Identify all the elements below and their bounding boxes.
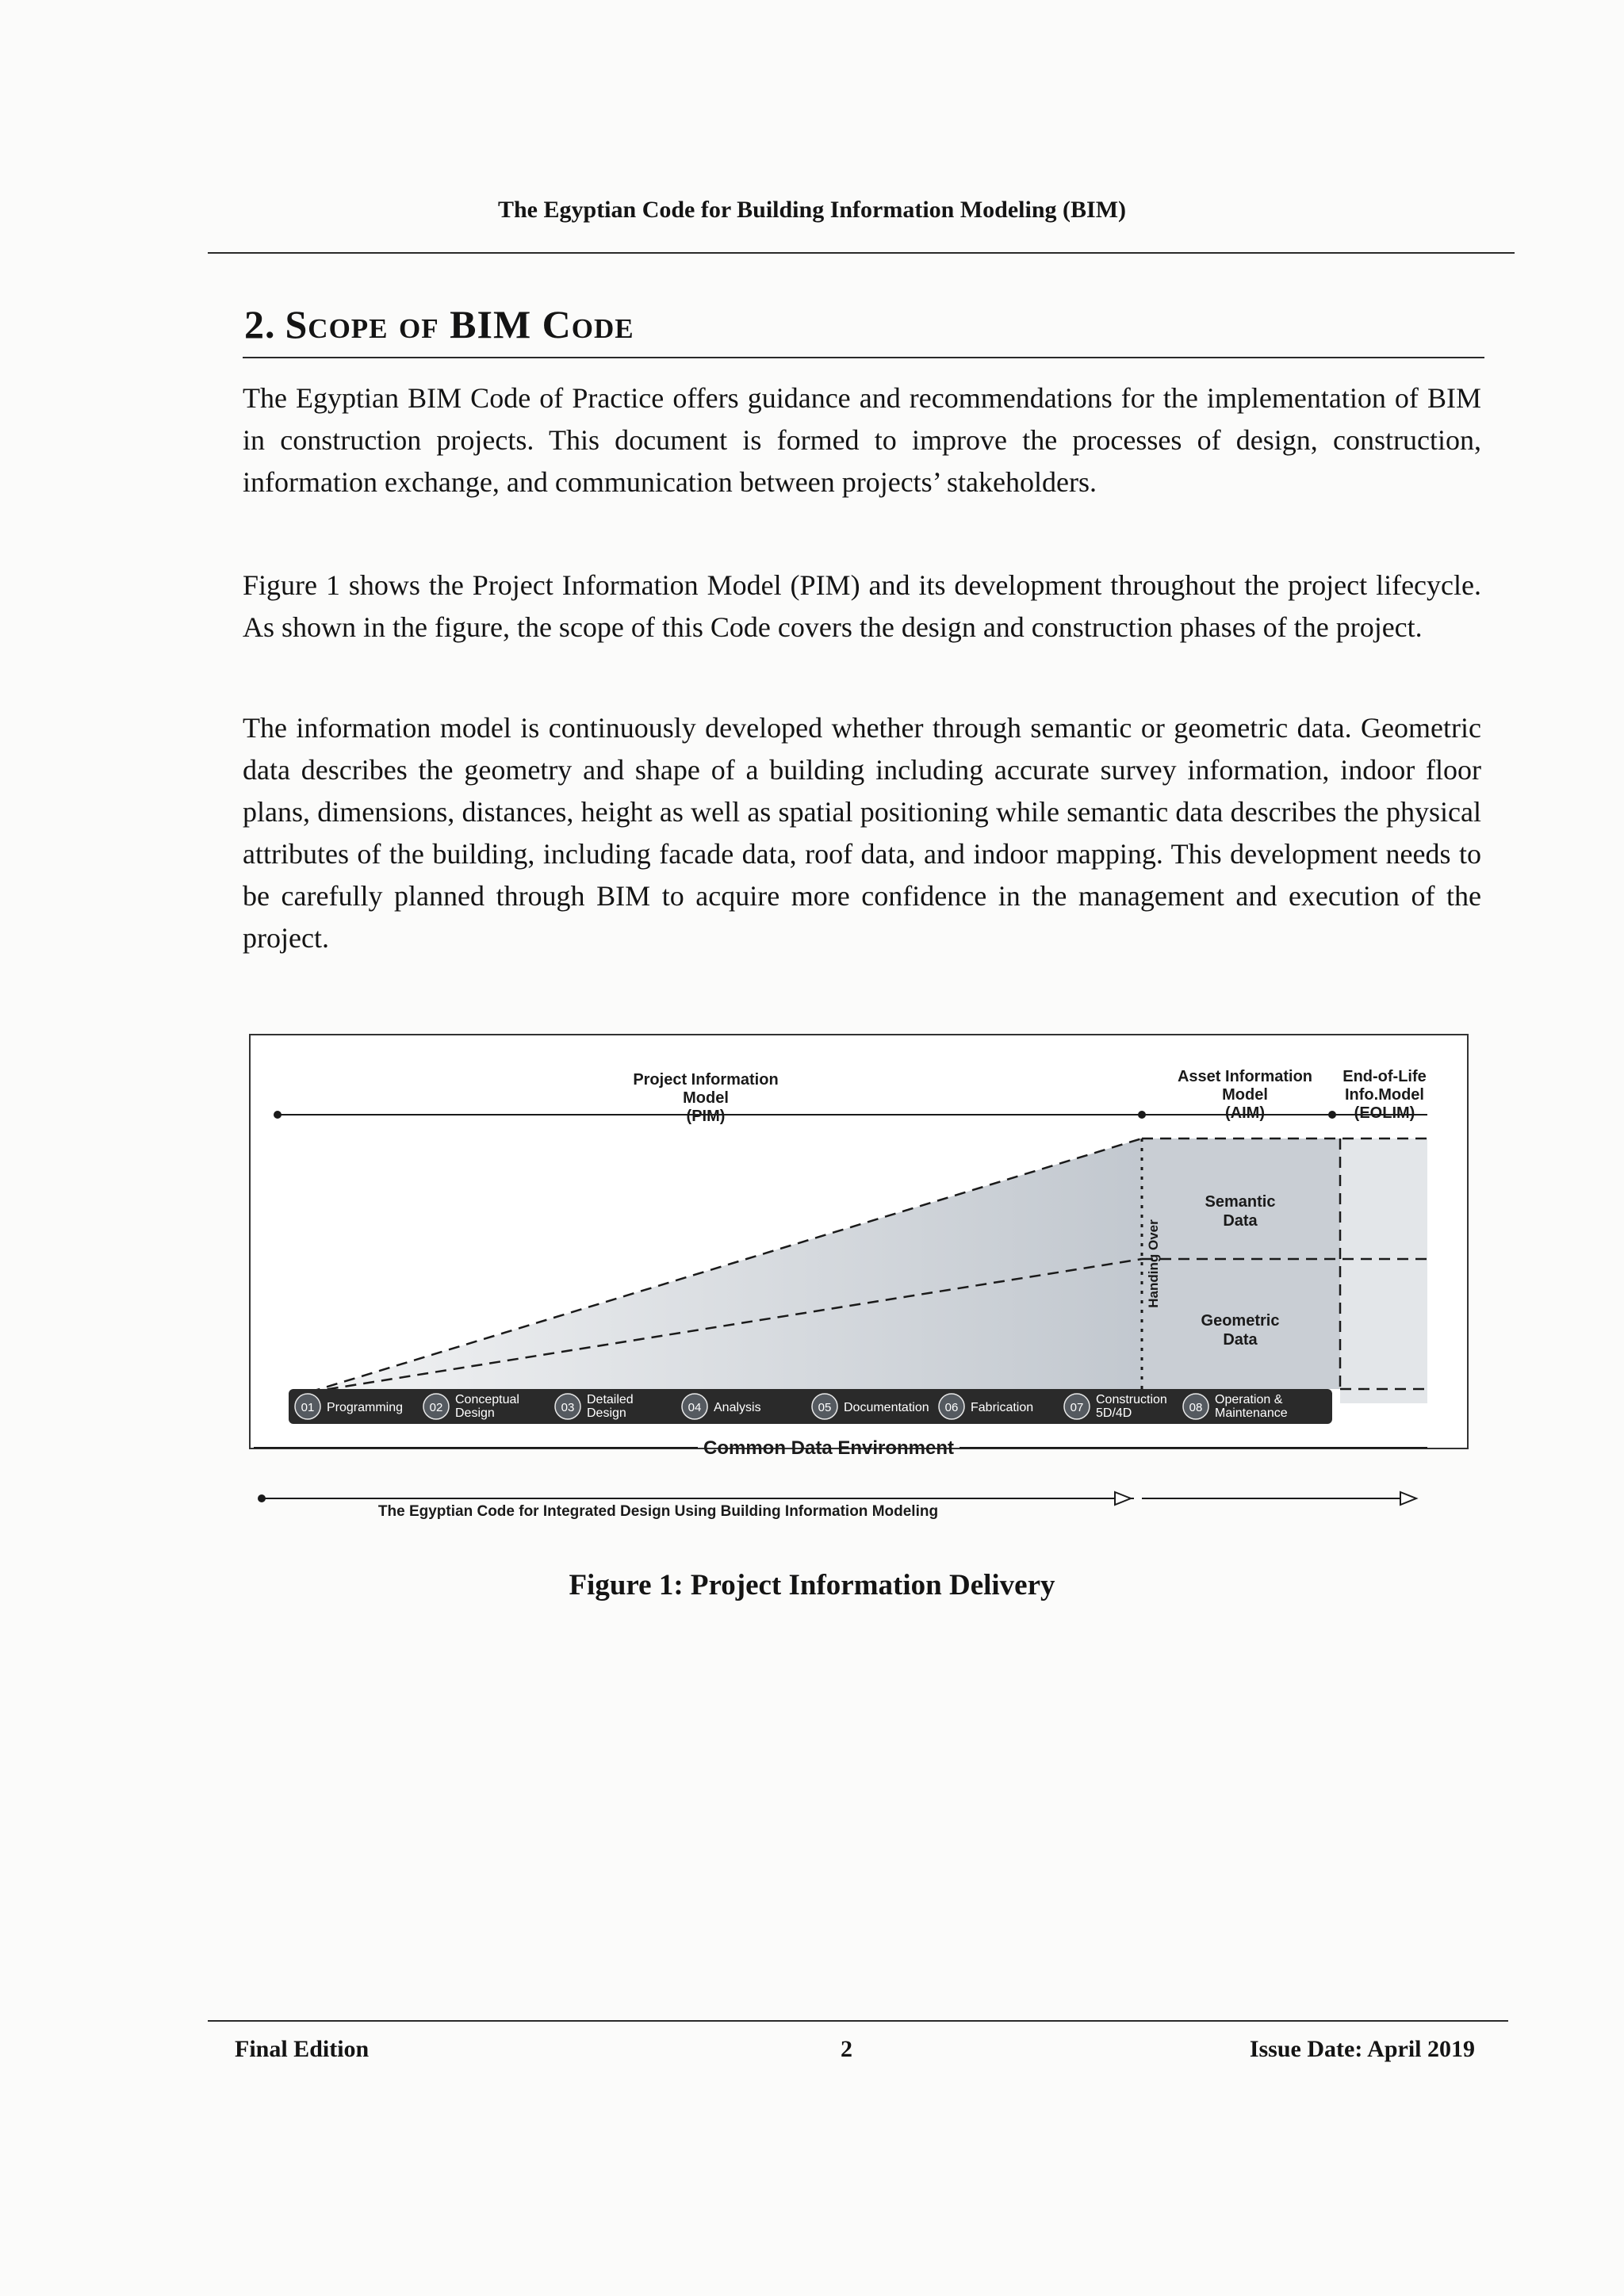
paragraph-3: The information model is continuously developed whether through semantic or geometric data. Geometric data describes the geometry and shape of a building including accurate survey information, indoor floor plans, dimensions, distances, height as well as spatial positioning while semantic data describes the physical attributes of the building, including facade data, roof data, and indoor mapping. This development needs to be carefully planned through BIM to acquire more confidence in the management and execution of the project. [243, 712, 1481, 954]
phase-03-label-1: Detailed [587, 1393, 634, 1406]
phase-06-label-1: Fabrication [971, 1401, 1034, 1414]
phase-05-label-1: Documentation [844, 1401, 929, 1414]
pim-label-1: Project Information [633, 1071, 779, 1089]
phase-05-number: 05 [818, 1401, 832, 1414]
phase-08-number: 08 [1189, 1401, 1203, 1414]
footer-rule [208, 2020, 1508, 2022]
phase-03-label-2: Design [587, 1406, 626, 1420]
phase-03-number: 03 [561, 1401, 575, 1414]
phase-01-number: 01 [301, 1401, 315, 1414]
lifecycle-arrow-head [1400, 1492, 1416, 1505]
phase-02-number: 02 [429, 1401, 443, 1414]
section-heading [244, 301, 634, 347]
paragraph-1: The Egyptian BIM Code of Practice offers guidance and recommendations for the implementation of BIM in construction projects. This document is formed to improve the processes of design, construction, information exchange, and communication between projects’ stakeholders. [243, 382, 1481, 498]
pim-start-dot [274, 1111, 282, 1119]
geometric-label-2: Data [1223, 1331, 1258, 1349]
footer-right: Issue Date: April 2019 [1249, 2036, 1475, 2062]
aim-block [1142, 1138, 1340, 1389]
phase-06-number: 06 [944, 1401, 959, 1414]
figure-diagram [238, 1031, 1427, 1538]
phase-04-label-1: Analysis [714, 1401, 761, 1414]
phase-08-label-2: Maintenance [1215, 1406, 1288, 1420]
semantic-label-1: Semantic [1205, 1193, 1276, 1211]
scope-arrow-head [1115, 1492, 1131, 1505]
eolim-label-2: Info.Model [1345, 1086, 1424, 1104]
phase-07-label-2: 5D/4D [1096, 1406, 1132, 1420]
scope-label: The Egyptian Code for Integrated Design Using Building Information Modeling [377, 1503, 939, 1520]
eolim-label-3: (EOLIM) [1354, 1104, 1415, 1122]
header-rule [208, 252, 1515, 254]
phase-02-label-1: Conceptual [455, 1393, 519, 1406]
scope-start-dot [258, 1494, 266, 1502]
running-header: The Egyptian Code for Building Information Modeling (BIM) [497, 197, 1127, 223]
eolim-start-dot [1328, 1111, 1336, 1119]
pim-label-2: Model [683, 1089, 729, 1107]
phase-01-label-1: Programming [327, 1401, 404, 1414]
footer-left: Final Edition [235, 2036, 370, 2062]
phase-07-number: 07 [1070, 1401, 1084, 1414]
eolim-label-1: End-of-Life [1342, 1068, 1427, 1085]
section-title: Scope of BIM Code [285, 302, 634, 346]
aim-label-2: Model [1222, 1086, 1268, 1104]
aim-label-3: (AIM) [1225, 1104, 1265, 1122]
paragraph-2: Figure 1 shows the Project Information Model (PIM) and its development throughout the project lifecycle. As shown in the figure, the scope of this Code covers the design and construction phases of the project. [243, 569, 1481, 643]
semantic-label-2: Data [1223, 1212, 1258, 1230]
phase-07-label-1: Construction [1096, 1393, 1167, 1406]
page-number: 2 [841, 2036, 852, 2062]
geometric-label-1: Geometric [1201, 1312, 1280, 1330]
heading-rule [243, 357, 1484, 358]
aim-start-dot [1138, 1111, 1146, 1119]
phase-08-label-1: Operation & [1215, 1393, 1283, 1406]
section-number: 2. [244, 302, 276, 346]
cde-label: Common Data Environment [703, 1437, 955, 1459]
aim-label-1: Asset Information [1177, 1068, 1313, 1085]
phase-02-label-2: Design [455, 1406, 495, 1420]
figure-caption: Figure 1: Project Information Delivery [569, 1569, 1055, 1601]
phase-04-number: 04 [688, 1401, 702, 1414]
handing-over-label: Handing Over [1146, 1219, 1161, 1308]
pim-label-3: (PIM) [686, 1108, 726, 1125]
eolim-block [1340, 1138, 1427, 1403]
